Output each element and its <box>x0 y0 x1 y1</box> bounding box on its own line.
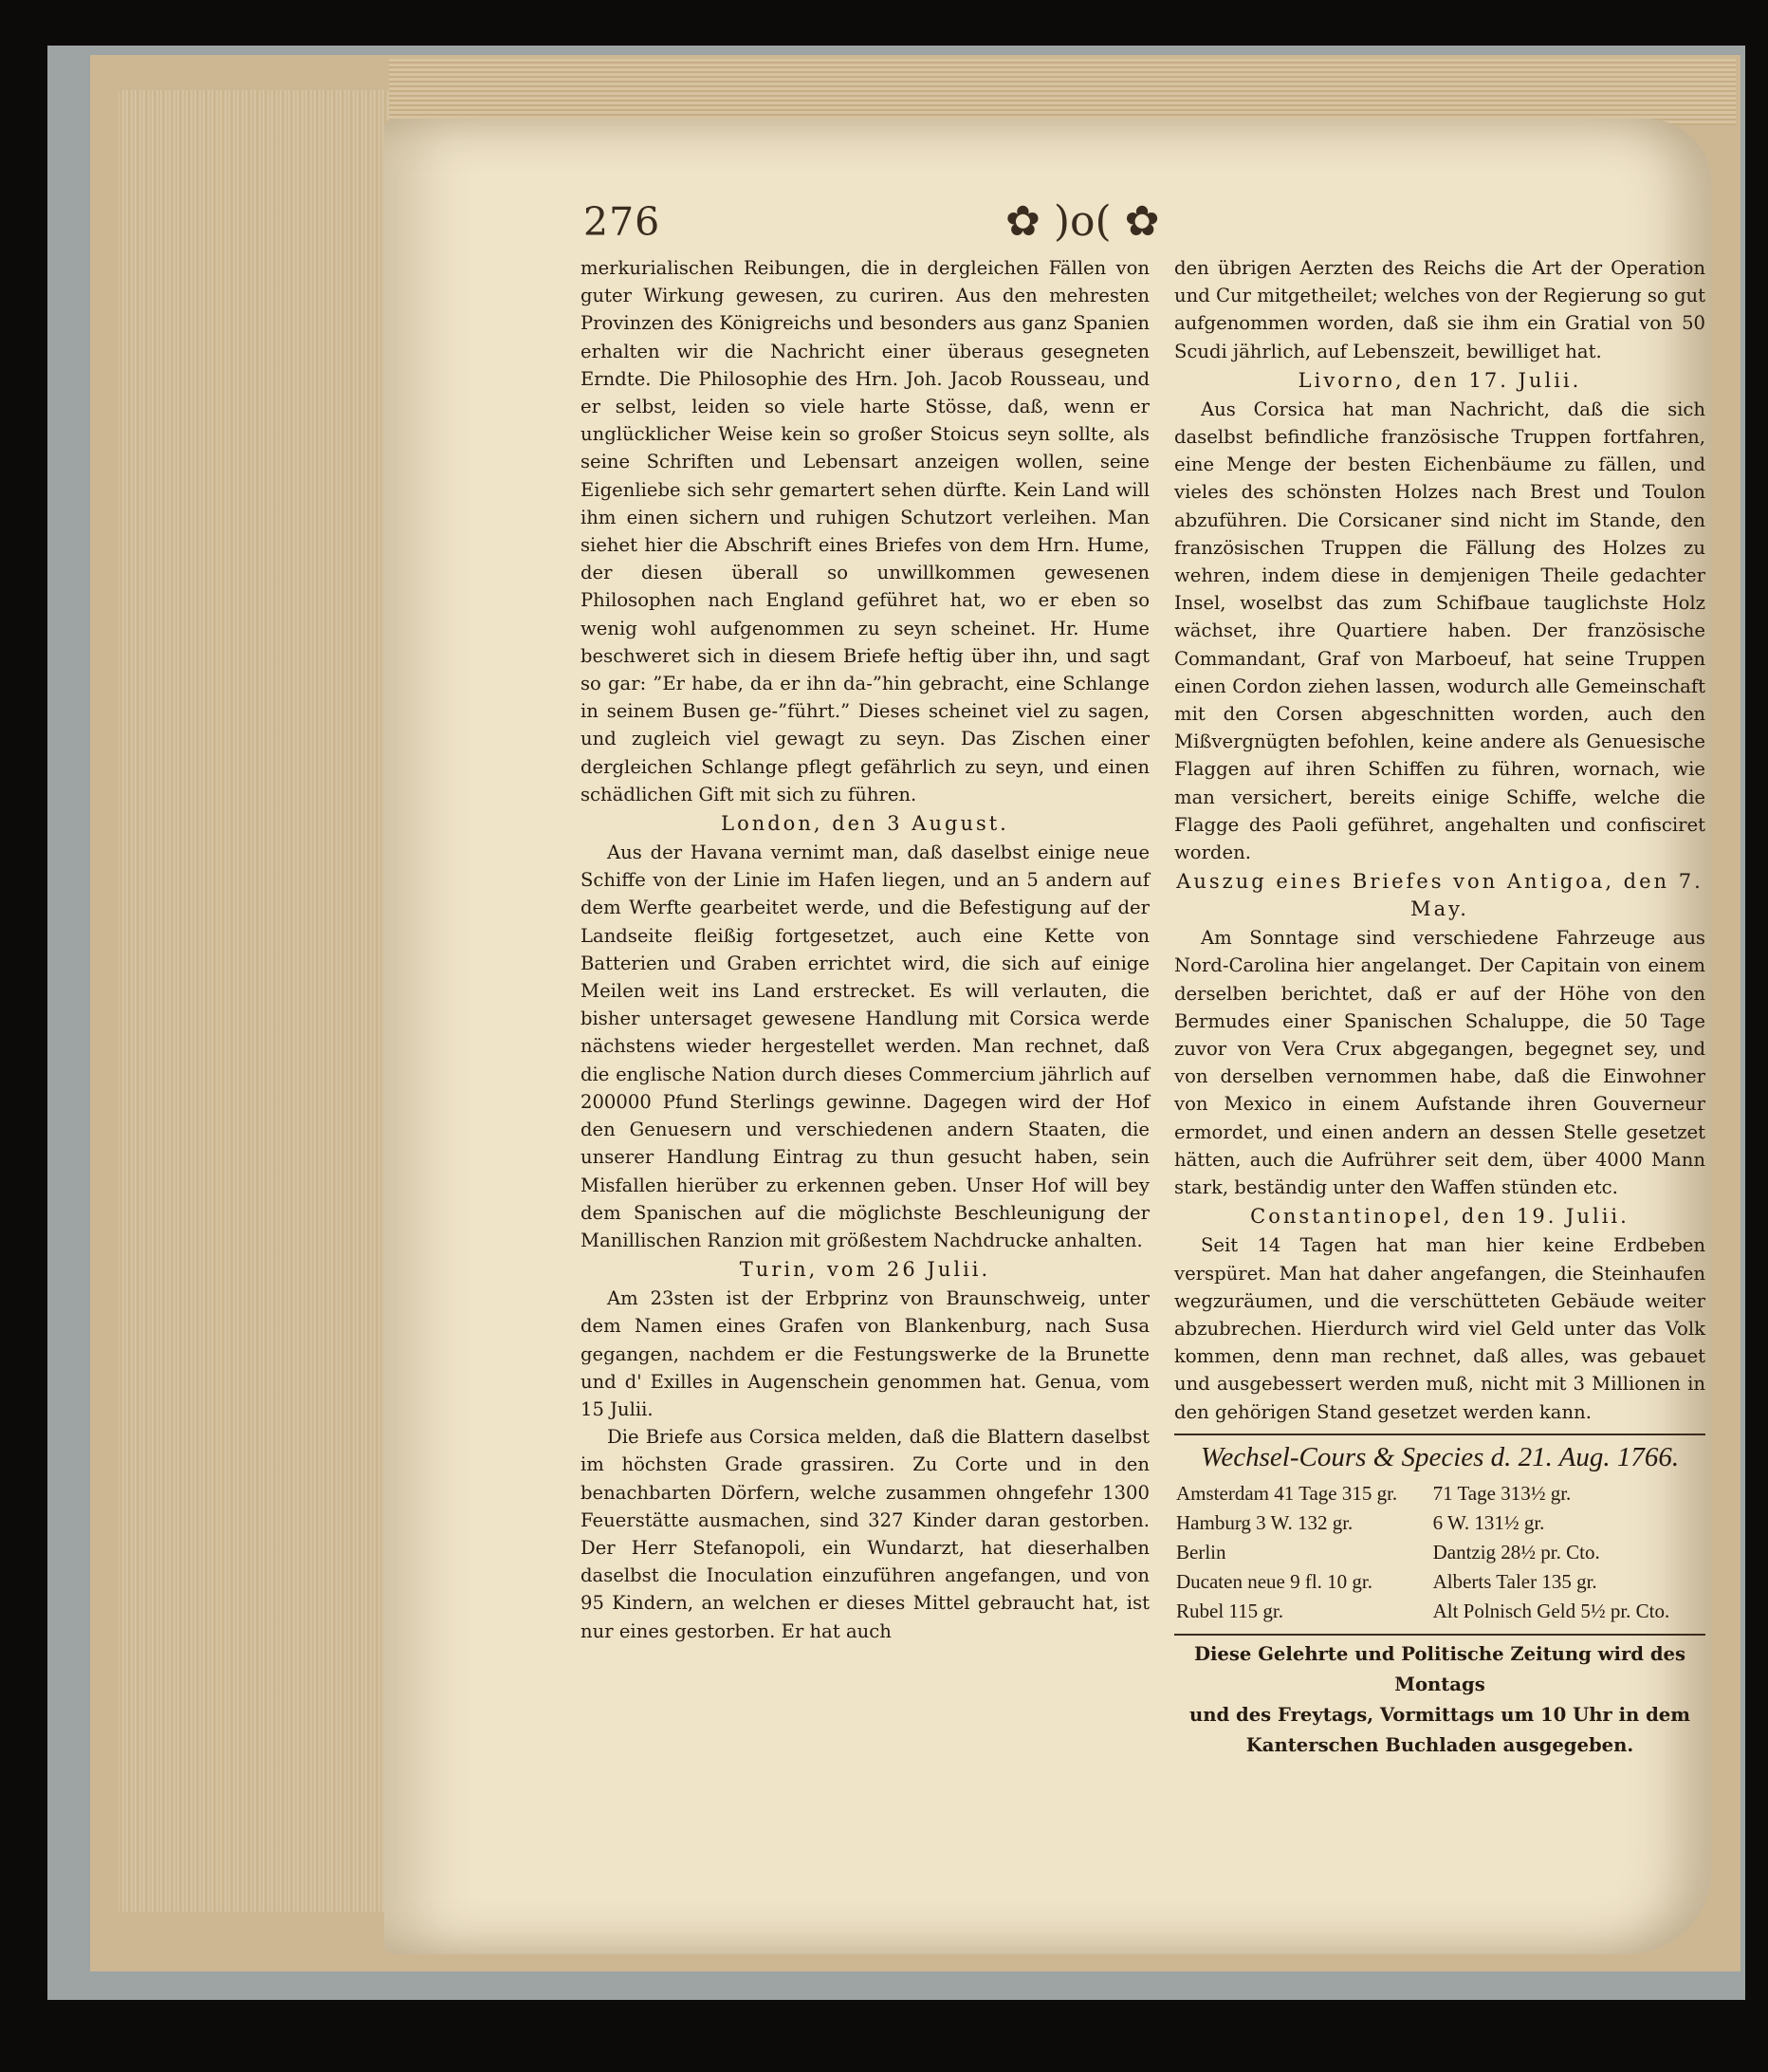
article-dateline: London, den 3 August. <box>721 812 1009 836</box>
article-paragraph: Am Sonntage sind verschiedene Fahrzeuge aus Nord-Carolina hier angelanget. Der Capitain von einem derselben berichtet, daß er auf der Höhe von den Bermudes einer Spanischen Schaluppe, die 50 Tage zuvor von Vera Crux abgegangen, begegnet sey, und von derselben vernommen habe, daß die Einwohner von Mexico in einem Aufstande ihren Gouverneur ermordet, und einen andern an dessen Stelle gesetzet hätten, auch die Aufrührer seit dem, über 4000 Mann stark, beständig unter den Waffen stünden etc. <box>1174 927 1705 1199</box>
left-column <box>580 254 1150 1645</box>
article-paragraph: Die Briefe aus Corsica melden, daß die Blattern daselbst im höchsten Grade grassiren. Zu Corte und in den benachbarten Dörfern, welche zusammen ohngefehr 1300 Feuerstätte ausmachen, sind 327 Kinder daran gestorben. Der Herr Stefanopoli, ein Wundarzt, hat dieserhalben daselbst die Inoculation einzuführen angefangen, und von 95 Kindern, an welchen er dieses Mittel gebraucht hat, ist nur eines gestorben. Er hat auch <box>580 1426 1150 1642</box>
article-dateline: Livorno, den 17. Julii. <box>1298 368 1582 392</box>
section-rule <box>1174 1634 1705 1636</box>
section-rule <box>1174 1434 1705 1435</box>
notice-line: Diese Gelehrte und Politische Zeitung wird des Montags <box>1193 1642 1686 1695</box>
table-cell: Alberts Taler 135 gr. <box>1432 1569 1597 1593</box>
article-dateline: Constantinopel, den 19. Julii. <box>1250 1205 1630 1229</box>
article-paragraph: merkurialischen Reibungen, die in dergleichen Fällen von guter Wirkung gewesen, zu curiren. Aus den mehresten Provinzen des Königreichs und besonders aus ganz Spanien erhalten wir die Nachricht einer überaus gesegneten Erndte. Die Philosophie des Hrn. Joh. Jacob Rousseau, und er selbst, leiden so viele harte Stösse, daß, wenn er unglücklicher Weise kein so großer Stoicus seyn sollte, als seine Schriften und Lebensart anzeigen wollen, seine Eigenliebe sich sehr gemartert sehen dürfte. Kein Land will ihm einen sichern und ruhigen Schutzort verleihen. Man siehet hier die Abschrift eines Briefes von dem Hrn. Hume, der diesen überall so unwillkommen gewesenen Philosophen nach England geführet hat, wo er eben so wenig wohl aufgenommen zu seyn scheinet. Hr. Hume beschweret sich in diesem Briefe heftig über ihn, und sagt so gar: ”Er habe, da er ihn da-”hin gebracht, eine Schlange in seinem Busen ge-”führt.” Dieses scheinet viel zu sagen, und zugleich viel gewagt zu seyn. Das Zischen einer dergleichen Schlange pflegt gefährlich zu seyn, und einen schädlichen Gift mit sich zu führen. <box>580 257 1150 805</box>
article-paragraph: Seit 14 Tagen hat man hier keine Erdbeben verspüret. Man hat daher angefangen, die Steinhaufen wegzuräumen, und die verschütteten Gebäude weiter abzubrechen. Hierdurch wird viel Geld unter das Volk kommen, denn man rechnet, daß alles, was gebauet und ausgebessert werden muß, nicht mit 3 Millionen in den gehörigen Stand gesetzet werden kann. <box>1174 1234 1705 1423</box>
table-cell: Dantzig 28½ pr. Cto. <box>1432 1540 1600 1563</box>
notice-line: und des Freytags, Vormittags um 10 Uhr in dem <box>1189 1703 1690 1726</box>
exchange-title: Wechsel-Cours & Species d. 21. Aug. 1766. <box>1200 1441 1680 1472</box>
article-paragraph: Aus Corsica hat man Nachricht, daß die sich daselbst befindliche französische Truppen fortfahren, eine Menge der besten Eichenbäume zu fällen, und vieles des schönsten Holzes nach Brest und Toulon abzuführen. Die Corsicaner sind nicht im Stande, den französischen Truppen die Fällung des Holzes zu wehren, indem diese in demjenigen Theile gedachter Insel, woselbst das zum Schifbaue tauglichste Holz wächset, ihre Quartiere haben. Der französische Commandant, Graf von Marboeuf, hat seine Truppen einen Cordon ziehen lassen, wodurch alle Gemeinschaft mit den Corsen abgeschnitten worden, auch den Mißvergnügten befohlen, keine andere als Genuesische Flaggen auf ihren Schiffen zu führen, wornach, wie man versichert, bereits einige Schiffe, welche die Flagge des Paoli geführet, angehalten und confisciret worden. <box>1174 398 1705 864</box>
exchange-table <box>1174 1479 1705 1626</box>
header-ornament: ✿ )o( ✿ <box>1005 197 1160 246</box>
table-row <box>1174 1538 1705 1567</box>
publication-notice <box>1174 1639 1705 1761</box>
article-dateline: Turin, vom 26 Julii. <box>739 1258 991 1282</box>
article-paragraph: Am 23sten ist der Erbprinz von Braunschweig, unter dem Namen eines Grafen von Blankenburg, nach Susa gegangen, nachdem er die Festungswerke de la Brunette und d' Exilles in Augenschein genommen hat. Genua, vom 15 Julii. <box>580 1287 1150 1420</box>
table-cell: 6 W. 131½ gr. <box>1432 1510 1545 1534</box>
page-number: 276 <box>583 199 661 245</box>
table-cell: Alt Polnisch Geld 5½ pr. Cto. <box>1432 1599 1670 1622</box>
table-cell: Berlin <box>1176 1540 1226 1563</box>
notice-line: Kanterschen Buchladen ausgegeben. <box>1245 1733 1634 1756</box>
table-row <box>1174 1597 1705 1626</box>
article-paragraph: Aus der Havana vernimt man, daß daselbst einige neue Schiffe von der Linie im Hafen liegen, und an 5 andern auf dem Werfte gearbeitet werde, und die Befestigung auf der Landseite fleißig fortgesetzet, auch eine Kette von Batterien und Graben errichtet wird, die sich auf einige Meilen weit ins Land erstrecket. Es will verlauten, die bisher untersaget gewesene Handlung mit Corsica werde nächstens wieder hergestellet werden. Man rechnet, daß die englische Nation durch dieses Commercium jährlich auf 200000 Pfund Sterlings gewinne. Dagegen wird der Hof den Genuesern und verschiedenen andern Staaten, die unserer Handlung Eintrag zu thun gesucht haben, sein Misfallen hierüber zu erkennen geben. Unser Hof will bey dem Spanischen auf die möglichste Beschleunigung der Manillischen Ranzion mit größestem Nachdrucke anhalten. <box>580 842 1150 1251</box>
table-row <box>1174 1508 1705 1538</box>
table-row <box>1174 1567 1705 1597</box>
table-cell: Amsterdam 41 Tage 315 gr. <box>1176 1481 1398 1505</box>
article-paragraph: den übrigen Aerzten des Reichs die Art der Operation und Cur mitgetheilet; welches von der Regierung so gut aufgenommen worden, daß sie ihm ein Gratial von 50 Scudi jährlich, auf Lebenszeit, bewilliget hat. <box>1174 257 1705 362</box>
article-dateline: Auszug eines Briefes von Antigoa, den 7. May. <box>1176 870 1704 921</box>
right-column <box>1174 254 1705 1761</box>
page-edge-stripes <box>119 90 394 1912</box>
table-row <box>1174 1479 1705 1508</box>
table-cell: Hamburg 3 W. 132 gr. <box>1176 1510 1354 1534</box>
table-cell: 71 Tage 313½ gr. <box>1432 1481 1572 1505</box>
table-cell: Rubel 115 gr. <box>1176 1599 1283 1622</box>
page-edge-top <box>389 59 1736 125</box>
table-cell: Ducaten neue 9 fl. 10 gr. <box>1176 1569 1373 1593</box>
